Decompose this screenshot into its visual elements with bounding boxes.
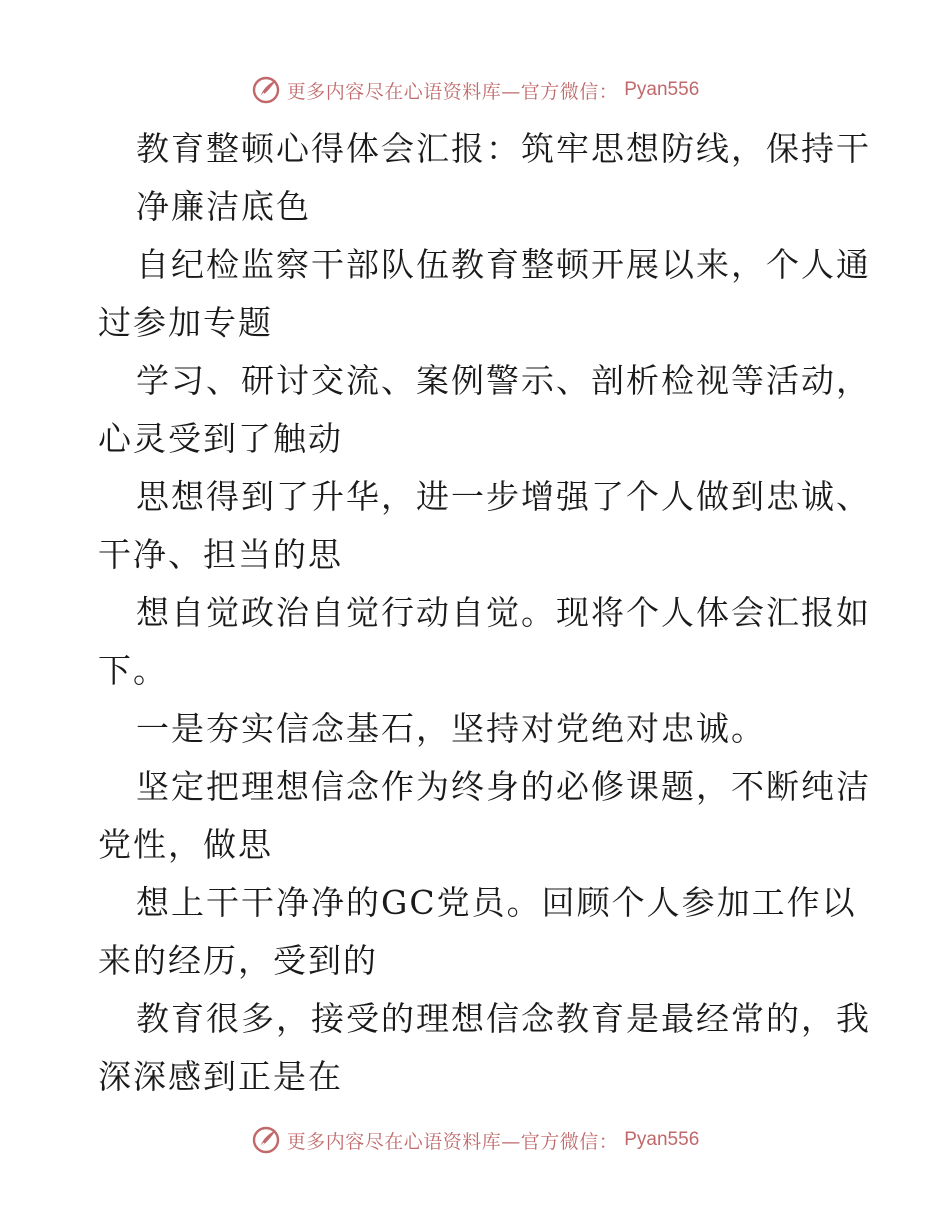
document-body — [98, 120, 871, 1106]
text-line: 干净、担当的思 — [98, 535, 343, 574]
text-line: 净廉洁底色 — [136, 187, 311, 226]
text-line: 自纪检监察干部队伍教育整顿开展以来，个人通 — [136, 245, 871, 284]
header-banner — [0, 72, 950, 108]
text-line: 教育整顿心得体会汇报：筑牢思想防线，保持干 — [136, 129, 871, 168]
text-line: 下。 — [98, 651, 168, 690]
footer-brand-text: 更多内容尽在心语资料库—官方微信： — [286, 1130, 619, 1153]
text-line: 坚定把理想信念作为终身的必修课题，不断纯洁 — [136, 767, 871, 806]
text-line: 来的经历，受到的 — [98, 941, 378, 980]
text-line: 过参加专题 — [98, 303, 273, 342]
text-line: 教育很多，接受的理想信念教育是最经常的，我 — [136, 999, 871, 1038]
text-line: 想上干干净净的GC党员。回顾个人参加工作以 — [136, 883, 857, 922]
footer-wechat-id: Pyan556 — [624, 1129, 700, 1150]
text-line: 一是夯实信念基石，坚持对党绝对忠诚。 — [136, 709, 766, 748]
text-line: 思想得到了升华，进一步增强了个人做到忠诚、 — [136, 477, 871, 516]
feather-seal-icon — [251, 1125, 281, 1155]
text-line: 心灵受到了触动 — [98, 419, 343, 458]
text-line: 深深感到正是在 — [98, 1057, 343, 1096]
text-line: 党性，做思 — [98, 825, 273, 864]
header-brand-text: 更多内容尽在心语资料库—官方微信： — [286, 80, 619, 103]
text-line: 想自觉政治自觉行动自觉。现将个人体会汇报如 — [136, 593, 871, 632]
header-wechat-id: Pyan556 — [624, 79, 700, 100]
text-line: 学习、研讨交流、案例警示、剖析检视等活动， — [136, 361, 871, 400]
feather-seal-icon — [251, 75, 281, 105]
footer-banner — [0, 1122, 950, 1158]
